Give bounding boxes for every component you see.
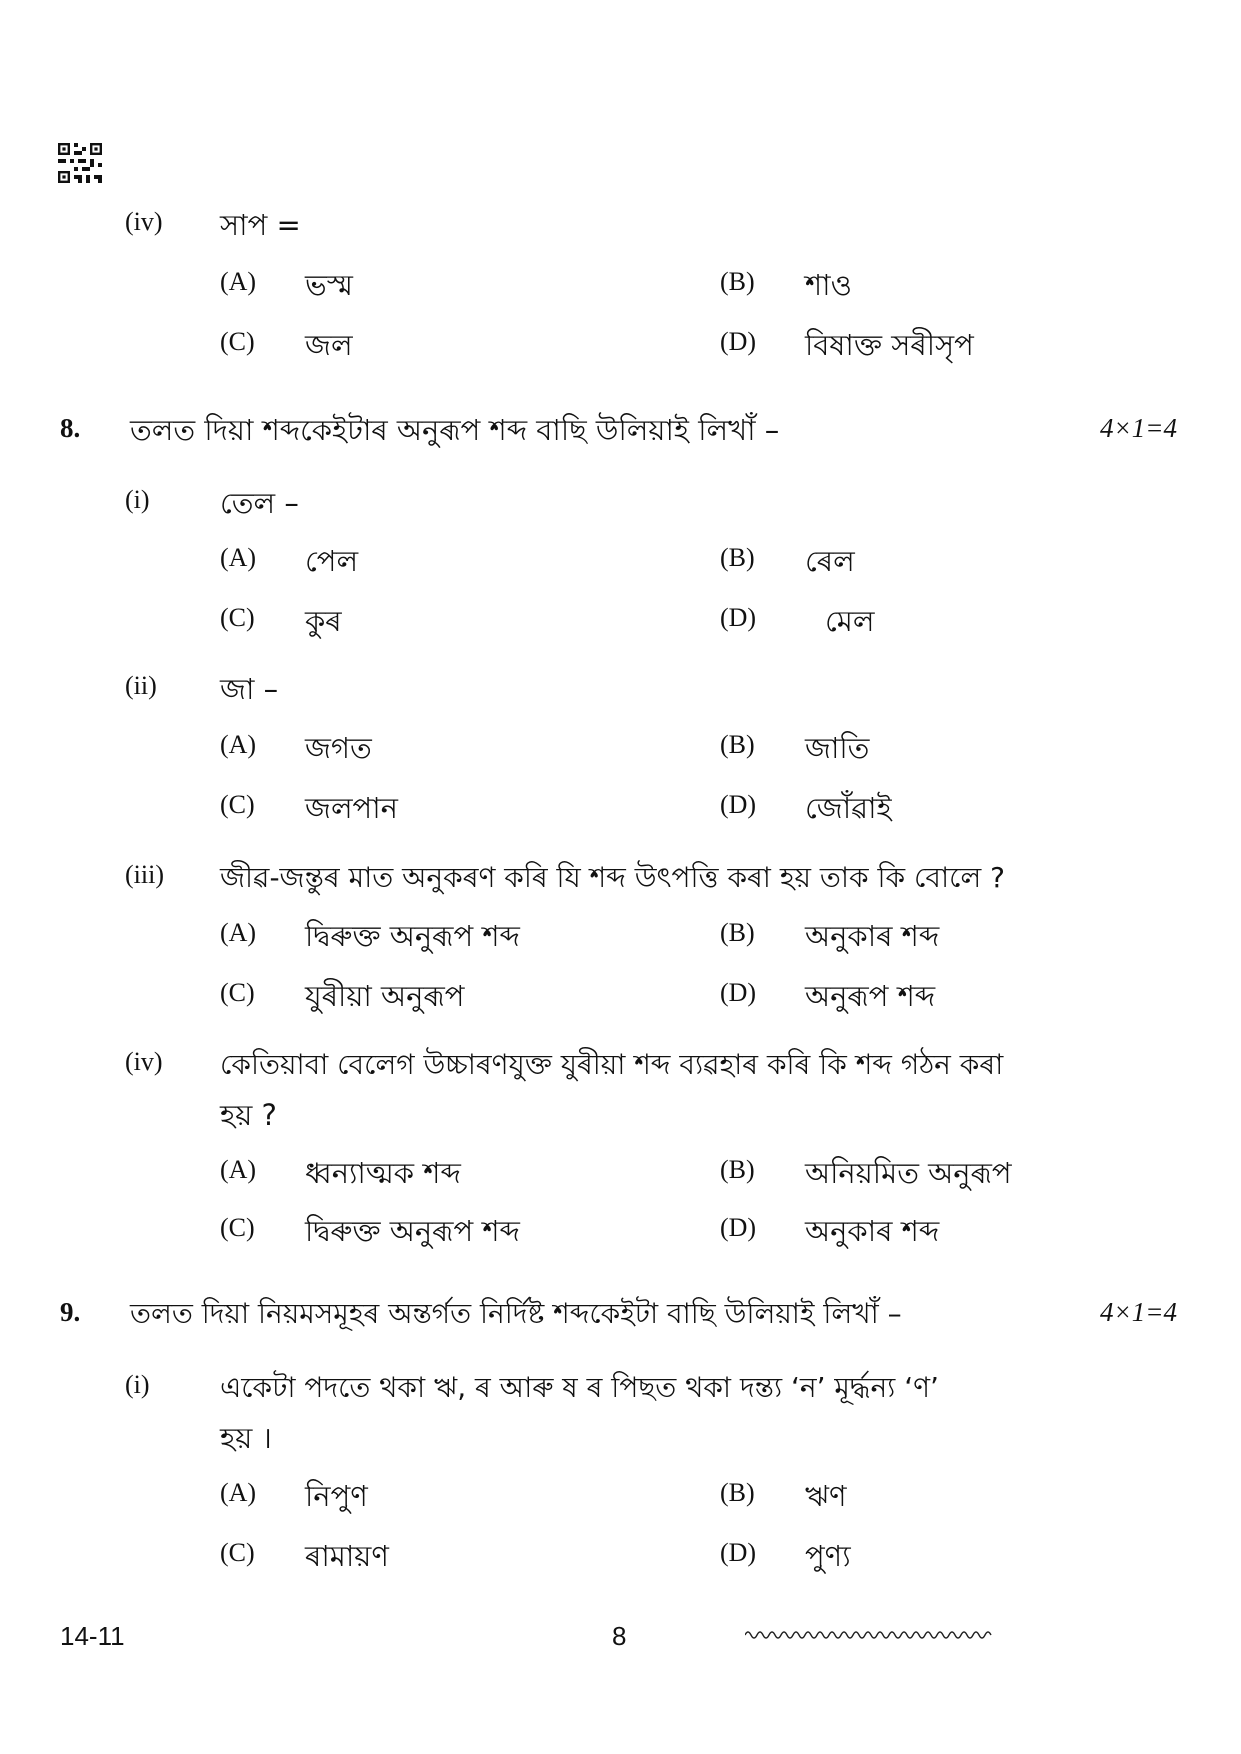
option-letter: (A) <box>220 1155 257 1184</box>
option-text: কুৰ <box>305 604 342 638</box>
option-letter: (B) <box>720 267 755 296</box>
wavy-line-decoration <box>745 1627 995 1643</box>
option-letter: (D) <box>720 1538 757 1567</box>
option-letter: (A) <box>220 543 257 572</box>
option-letter: (B) <box>720 1478 755 1507</box>
option-text: ৰেল <box>805 544 855 578</box>
option-letter: (B) <box>720 543 755 572</box>
option-text: ৰামায়ণ <box>305 1539 389 1573</box>
item-stem-line-1: একেটা পদতে থকা ঋ, ৰ আৰু ষ ৰ পিছত থকা দন্ত্য ‘ন’ মূৰ্দ্ধন্য ‘ণ’ <box>220 1371 939 1404</box>
item-label: (iii) <box>125 860 164 889</box>
item-label: (i) <box>125 1370 150 1399</box>
qr-code-icon <box>58 143 102 183</box>
item-label: (i) <box>125 485 150 514</box>
item-stem: জীৱ-জন্তুৰ মাত অনুকৰণ কৰি যি শব্দ উৎপত্তি কৰা হয় তাক কি বোলে ? <box>220 861 1005 894</box>
option-text: যুৰীয়া অনুৰূপ <box>305 979 465 1013</box>
option-letter: (C) <box>220 603 255 632</box>
option-text: অনুকাৰ শব্দ <box>805 1214 940 1248</box>
option-letter: (C) <box>220 327 255 356</box>
option-text: ধ্বন্যাত্মক শব্দ <box>305 1156 461 1190</box>
option-letter: (C) <box>220 1538 255 1567</box>
item-stem-line-2: হয় ? <box>220 1098 277 1132</box>
option-letter: (C) <box>220 1213 255 1242</box>
option-text: পুণ্য <box>805 1539 851 1573</box>
paper-code: 14-11 <box>60 1621 125 1651</box>
option-text: জগত <box>305 731 372 765</box>
option-text: দ্বিৰুক্ত অনুৰূপ শব্দ <box>305 919 520 953</box>
option-text: অনুৰূপ শব্দ <box>805 979 936 1013</box>
option-letter: (B) <box>720 918 755 947</box>
option-letter: (D) <box>720 978 757 1007</box>
item-stem-line-1: কেতিয়াবা বেলেগ উচ্চাৰণযুক্ত যুৰীয়া শব্দ ব্যৱহাৰ কৰি কি শব্দ গঠন কৰা <box>220 1048 1004 1081</box>
question-text: তলত দিয়া শব্দকেইটাৰ অনুৰূপ শব্দ বাছি উলিয়াই লিখাঁ – <box>130 413 780 447</box>
option-text: বিষাক্ত সৰীসৃপ <box>805 328 974 362</box>
item-label: (iv) <box>125 207 163 236</box>
option-letter: (D) <box>720 1213 757 1242</box>
question-number: 8. <box>60 413 81 443</box>
option-letter: (B) <box>720 1155 755 1184</box>
option-text: পেল <box>305 544 359 578</box>
option-text: ভস্ম <box>305 268 353 302</box>
option-letter: (A) <box>220 730 257 759</box>
option-text: জলপান <box>305 791 398 825</box>
option-letter: (A) <box>220 267 257 296</box>
option-text: মেল <box>825 604 875 638</box>
option-text: ঋণ <box>805 1479 847 1513</box>
item-label: (ii) <box>125 671 157 700</box>
option-letter: (A) <box>220 918 257 947</box>
question-number: 9. <box>60 1297 81 1327</box>
option-letter: (D) <box>720 327 757 356</box>
page-number: 8 <box>612 1621 627 1651</box>
option-letter: (D) <box>720 603 757 632</box>
option-text: দ্বিৰুক্ত অনুৰূপ শব্দ <box>305 1214 520 1248</box>
option-text: জল <box>305 328 353 362</box>
option-letter: (C) <box>220 978 255 1007</box>
option-letter: (D) <box>720 790 757 819</box>
question-marks: 4×1=4 <box>1100 1297 1177 1327</box>
question-marks: 4×1=4 <box>1100 413 1177 443</box>
option-letter: (C) <box>220 790 255 819</box>
item-stem: জা – <box>220 672 279 706</box>
item-label: (iv) <box>125 1047 163 1076</box>
option-text: জোঁৱাই <box>805 791 892 825</box>
option-text: অনিয়মিত অনুৰূপ <box>805 1156 1012 1190</box>
option-text: অনুকাৰ শব্দ <box>805 919 940 953</box>
option-text: শাও <box>805 268 852 302</box>
option-text: জাতি <box>805 731 870 765</box>
option-letter: (B) <box>720 730 755 759</box>
item-stem: সাপ = <box>220 208 301 242</box>
question-text: তলত দিয়া নিয়মসমূহৰ অন্তৰ্গত নিৰ্দিষ্ট শব্দকেইটা বাছি উলিয়াই লিখাঁ – <box>130 1297 902 1330</box>
item-stem-line-2: হয় । <box>220 1421 272 1455</box>
item-stem: তেল – <box>220 486 299 520</box>
option-letter: (A) <box>220 1478 257 1507</box>
option-text: নিপুণ <box>305 1479 368 1513</box>
